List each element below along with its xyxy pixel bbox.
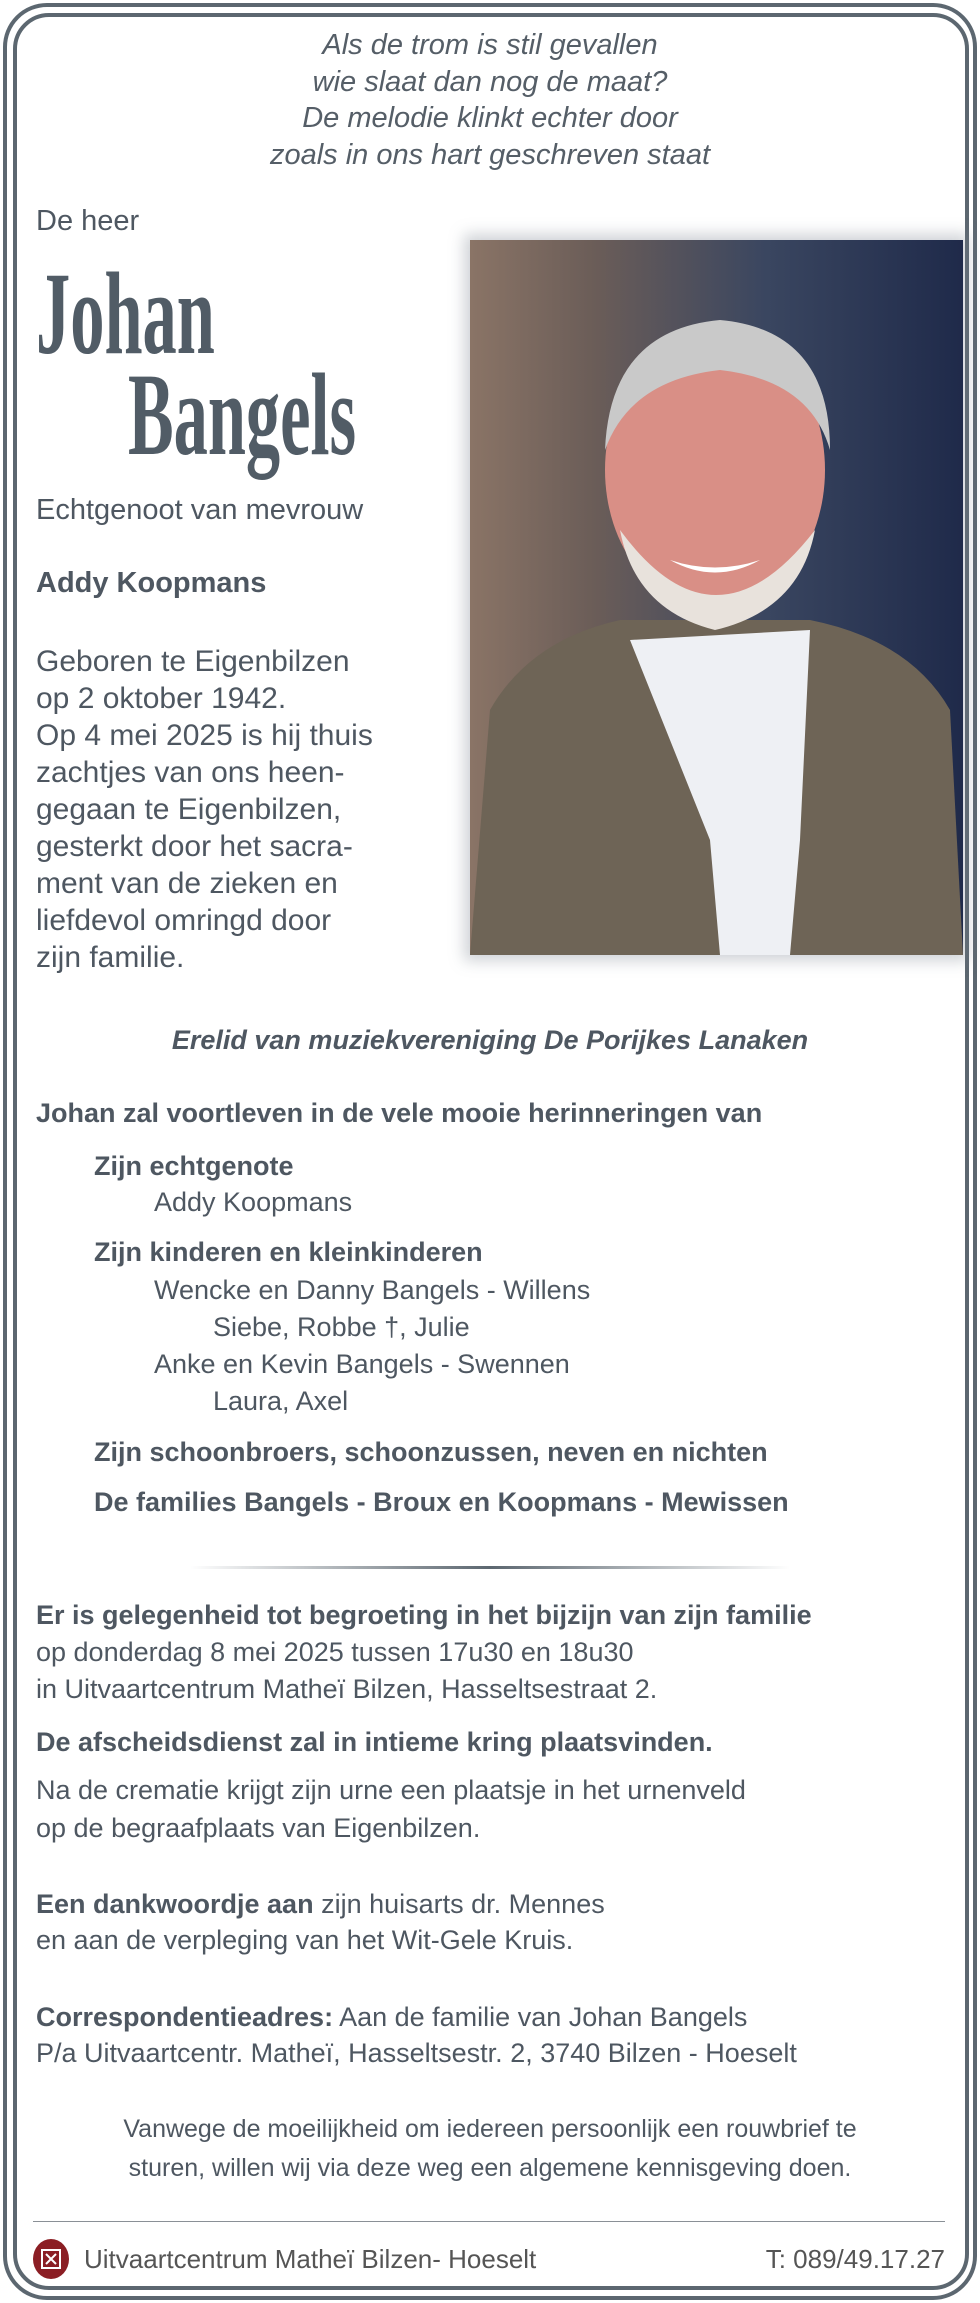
correspondence-rest: Aan de familie van Johan Bangels xyxy=(333,2002,748,2032)
family-member: Laura, Axel xyxy=(213,1386,349,1416)
first-name: Johan xyxy=(36,248,215,379)
footer-phone: T: 089/49.17.27 xyxy=(765,2244,945,2274)
correspondence-line xyxy=(36,2001,747,2033)
honorary-member: Erelid van muziekvereniging De Porijkes Lanaken xyxy=(171,1025,809,1055)
bio-line: ment van de zieken en xyxy=(36,867,338,900)
thanks-bold: Een dankwoordje aan xyxy=(36,1889,314,1919)
bio-line: gesterkt door het sacra- xyxy=(36,830,353,863)
correspondence-address: P/a Uitvaartcentr. Matheï, Hasseltsestr. 2, 3740 Bilzen - Hoeselt xyxy=(36,2038,797,2068)
family-member: Wencke en Danny Bangels - Willens xyxy=(154,1275,591,1305)
bio-line: Geboren te Eigenbilzen xyxy=(36,645,350,678)
family-heading: Zijn kinderen en kleinkinderen xyxy=(94,1237,483,1267)
footer-company: Uitvaartcentrum Matheï Bilzen- Hoeselt xyxy=(84,2244,537,2274)
bio-line: Op 4 mei 2025 is hij thuis xyxy=(36,719,373,752)
service-note: De afscheidsdienst zal in intieme kring plaatsvinden. xyxy=(36,1727,713,1757)
family-member: Anke en Kevin Bangels - Swennen xyxy=(154,1349,570,1379)
bio-line: liefdevol omringd door xyxy=(36,904,332,937)
visitation-heading: Er is gelegenheid tot begroeting in het bijzijn van zijn familie xyxy=(36,1600,812,1630)
visitation-line: in Uitvaartcentrum Matheï Bilzen, Hasseltsestraat 2. xyxy=(36,1674,658,1704)
bio-line: gegaan te Eigenbilzen, xyxy=(36,793,342,826)
section-divider xyxy=(190,1566,790,1569)
bio-line: zachtjes van ons heen- xyxy=(36,756,345,789)
spouse-label: Echtgenoot van mevrouw xyxy=(36,494,364,526)
thanks-rest: zijn huisarts dr. Mennes xyxy=(313,1889,605,1919)
family-heading: De families Bangels - Broux en Koopmans - Mewissen xyxy=(94,1487,789,1517)
urn-line: op de begraafplaats van Eigenbilzen. xyxy=(36,1813,481,1843)
rose-logo-icon xyxy=(32,2238,70,2280)
poem-line: wie slaat dan nog de maat? xyxy=(312,66,668,98)
title-prefix: De heer xyxy=(36,205,140,237)
spouse-name: Addy Koopmans xyxy=(36,567,267,599)
memory-intro: Johan zal voortleven in de vele mooie herinneringen van xyxy=(36,1098,763,1128)
footer-divider xyxy=(33,2221,945,2222)
poem-line: zoals in ons hart geschreven staat xyxy=(269,139,711,171)
bio-line: op 2 oktober 1942. xyxy=(36,682,287,715)
urn-line: Na de crematie krijgt zijn urne een plaatsje in het urnenveld xyxy=(36,1775,746,1805)
bio-line: zijn familie. xyxy=(36,941,185,974)
poem-line: Als de trom is stil gevallen xyxy=(322,29,658,61)
portrait-image xyxy=(470,240,963,955)
family-member: Siebe, Robbe †, Julie xyxy=(213,1312,470,1342)
thanks-line: en aan de verpleging van het Wit-Gele Kruis. xyxy=(36,1925,574,1955)
last-name: Bangels xyxy=(128,349,357,480)
portrait-photo xyxy=(470,240,963,955)
family-heading: Zijn echtgenote xyxy=(94,1151,294,1181)
correspondence-label: Correspondentieadres: xyxy=(36,2002,334,2032)
family-member: Addy Koopmans xyxy=(154,1187,353,1217)
notice-line: sturen, willen wij via deze weg een algemene kennisgeving doen. xyxy=(128,2154,852,2182)
family-heading: Zijn schoonbroers, schoonzussen, neven en nichten xyxy=(94,1437,768,1467)
thanks-line xyxy=(36,1888,605,1920)
visitation-line: op donderdag 8 mei 2025 tussen 17u30 en 18u30 xyxy=(36,1637,634,1667)
notice-line: Vanwege de moeilijkheid om iedereen persoonlijk een rouwbrief te xyxy=(123,2115,857,2143)
poem-line: De melodie klinkt echter door xyxy=(302,102,678,134)
